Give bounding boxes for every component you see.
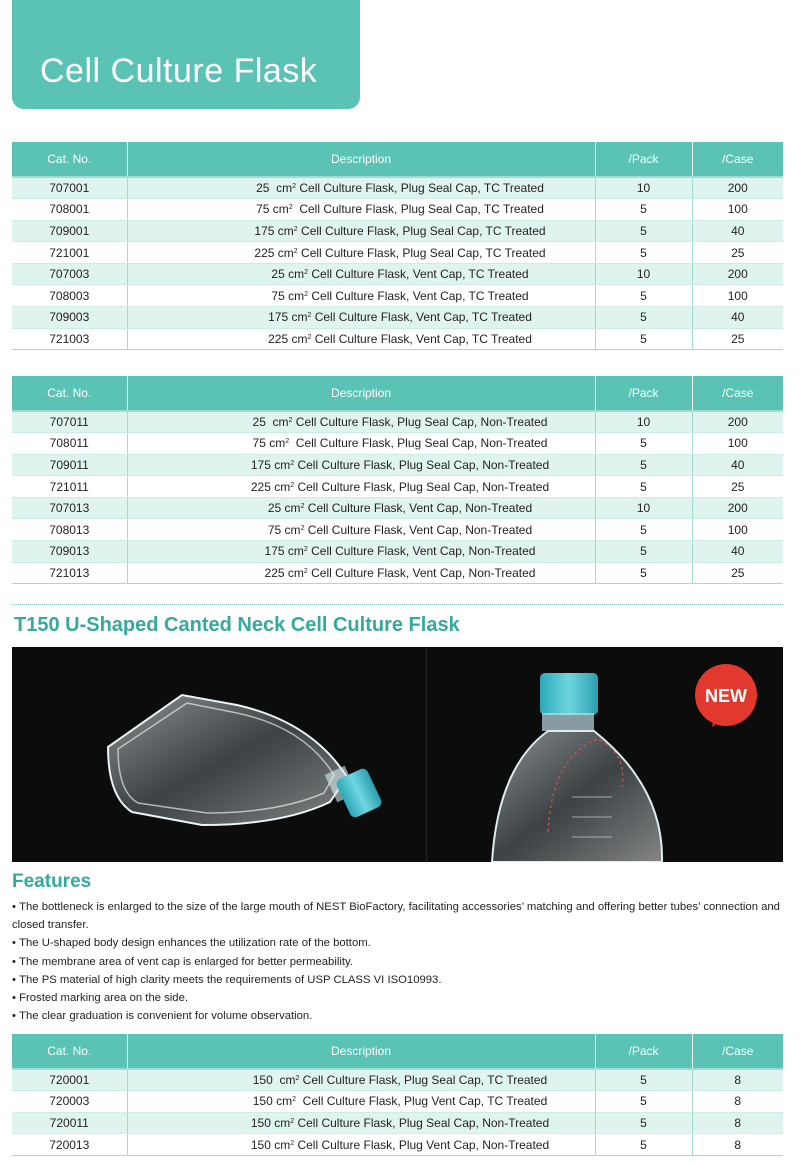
description-cell [127, 328, 595, 350]
table-row [12, 1069, 783, 1091]
table-header-row [12, 376, 783, 411]
case-cell: 40 [692, 541, 783, 563]
description-cell [127, 433, 595, 455]
case-cell: 100 [692, 519, 783, 541]
description-size: 225 cm [268, 331, 308, 346]
table-row [12, 1091, 783, 1113]
description-cell [127, 454, 595, 476]
table-row [12, 307, 783, 329]
case-cell: 100 [692, 285, 783, 307]
description-size: 25 cm [256, 181, 293, 196]
description-size: 150 cm [252, 1094, 293, 1109]
case-cell: 200 [692, 263, 783, 285]
feature-item: • The PS material of high clarity meets the requirements of USP CLASS VI ISO10993. [12, 971, 787, 989]
case-cell: 8 [692, 1091, 783, 1113]
unit-superscript: 2 [303, 546, 308, 554]
table-row [12, 199, 783, 221]
description-cell [127, 411, 595, 433]
table-row [12, 1134, 783, 1156]
description-text: Cell Culture Flask, Plug Seal Cap, TC Treated [296, 181, 544, 196]
cat-no-cell: 708001 [12, 199, 127, 221]
case-cell: 40 [692, 454, 783, 476]
u-shaped-flask-left [108, 695, 383, 825]
description-size: 75 cm [252, 436, 286, 451]
description-text: Cell Culture Flask, Vent Cap, Non-Treated [307, 565, 536, 580]
unit-superscript: 2 [303, 567, 308, 575]
pack-cell: 5 [595, 1134, 692, 1156]
pack-cell: 5 [595, 199, 692, 221]
case-cell: 100 [692, 199, 783, 221]
col-pack: /Pack [595, 142, 692, 177]
description-text: Cell Culture Flask, Plug Seal Cap, Non-Treated [294, 1115, 550, 1130]
cat-no-cell: 708011 [12, 433, 127, 455]
cat-no-cell: 708013 [12, 519, 127, 541]
unit-superscript: 2 [300, 503, 305, 511]
description-size: 150 cm [250, 1137, 291, 1152]
description-size: 225 cm [254, 245, 294, 260]
col-cat-no: Cat. No. [12, 376, 127, 411]
table-header-row [12, 142, 783, 177]
description-text: Cell Culture Flask, Vent Cap, TC Treated [311, 310, 532, 325]
cat-no-cell: 721011 [12, 476, 127, 498]
description-cell [127, 497, 595, 519]
description-size: 75 cm [271, 288, 305, 303]
unit-superscript: 2 [293, 247, 298, 255]
description-size: 225 cm [250, 479, 291, 494]
description-cell [127, 1091, 595, 1113]
table-row [12, 476, 783, 498]
description-size: 75 cm [256, 202, 289, 217]
cat-no-cell: 707001 [12, 177, 127, 199]
case-cell: 8 [692, 1112, 783, 1134]
case-cell: 25 [692, 242, 783, 264]
pack-cell: 5 [595, 476, 692, 498]
pack-cell: 5 [595, 519, 692, 541]
description-text: Cell Culture Flask, Plug Seal Cap, Non-Treated [294, 479, 550, 494]
table-row [12, 411, 783, 433]
table-row [12, 541, 783, 563]
pack-cell: 5 [595, 454, 692, 476]
unit-superscript: 2 [288, 417, 293, 425]
case-cell: 100 [692, 433, 783, 455]
description-text: Cell Culture Flask, Vent Cap, TC Treated [311, 331, 532, 346]
description-cell [127, 541, 595, 563]
description-cell [127, 242, 595, 264]
product-photo [12, 647, 783, 862]
case-cell: 200 [692, 177, 783, 199]
u-shaped-flask-right [492, 673, 662, 862]
feature-item: • The clear graduation is convenient for volume observation. [12, 1007, 787, 1025]
unit-superscript: 2 [292, 1096, 297, 1104]
unit-superscript: 2 [290, 1117, 295, 1125]
table-row [12, 519, 783, 541]
description-text: Cell Culture Flask, Vent Cap, Non-Treated [304, 522, 533, 537]
unit-superscript: 2 [293, 225, 298, 233]
description-text: Cell Culture Flask, Vent Cap, Non-Treated [307, 544, 536, 559]
unit-superscript: 2 [290, 481, 295, 489]
col-description: Description [127, 376, 595, 411]
col-pack: /Pack [595, 376, 692, 411]
description-text: Cell Culture Flask, Vent Cap, TC Treated [308, 288, 529, 303]
pack-cell: 5 [595, 562, 692, 584]
description-size: 25 cm [271, 267, 305, 282]
case-cell: 40 [692, 220, 783, 242]
unit-superscript: 2 [304, 290, 309, 298]
title-banner [12, 0, 360, 109]
cat-no-cell: 707013 [12, 497, 127, 519]
pack-cell: 5 [595, 433, 692, 455]
case-cell: 25 [692, 328, 783, 350]
feature-item: • Frosted marking area on the side. [12, 989, 787, 1007]
section-title: T150 U-Shaped Canted Neck Cell Culture Flask [14, 614, 460, 636]
col-cat-no: Cat. No. [12, 142, 127, 177]
cat-no-cell: 721001 [12, 242, 127, 264]
description-cell [127, 1112, 595, 1134]
pack-cell: 5 [595, 1069, 692, 1091]
description-cell [127, 1069, 595, 1091]
description-cell [127, 1134, 595, 1156]
unit-superscript: 2 [307, 333, 312, 341]
section-divider [12, 604, 783, 605]
table-row [12, 454, 783, 476]
unit-superscript: 2 [288, 204, 293, 212]
cat-no-cell: 720001 [12, 1069, 127, 1091]
feature-item: • The membrane area of vent cap is enlarged for better permeability. [12, 953, 787, 971]
description-size: 175 cm [268, 310, 308, 325]
case-cell: 25 [692, 476, 783, 498]
description-cell [127, 177, 595, 199]
pack-cell: 5 [595, 328, 692, 350]
new-badge-label: NEW [705, 686, 747, 706]
description-cell [127, 285, 595, 307]
table-row [12, 242, 783, 264]
cat-no-cell: 709001 [12, 220, 127, 242]
page-title: Cell Culture Flask [40, 52, 318, 90]
description-size: 175 cm [250, 457, 291, 472]
description-text: Cell Culture Flask, Plug Seal Cap, Non-Treated [289, 436, 548, 451]
description-size: 225 cm [264, 565, 304, 580]
pack-cell: 5 [595, 307, 692, 329]
description-cell [127, 562, 595, 584]
description-size: 150 cm [250, 1115, 291, 1130]
unit-superscript: 2 [285, 438, 290, 446]
description-text: Cell Culture Flask, Vent Cap, TC Treated [308, 267, 529, 282]
description-size: 75 cm [267, 522, 301, 537]
pack-cell: 5 [595, 242, 692, 264]
description-size: 25 cm [267, 501, 301, 516]
col-case: /Case [692, 1034, 783, 1069]
table-row [12, 1112, 783, 1134]
description-size: 175 cm [264, 544, 304, 559]
description-text: Cell Culture Flask, Plug Seal Cap, TC Treated [297, 245, 546, 260]
pack-cell: 5 [595, 1112, 692, 1134]
description-size: 175 cm [254, 223, 294, 238]
catalog-table-tc [12, 142, 783, 350]
col-pack: /Pack [595, 1034, 692, 1069]
pack-cell: 10 [595, 497, 692, 519]
unit-superscript: 2 [300, 524, 305, 532]
new-badge [695, 664, 757, 727]
col-description: Description [127, 142, 595, 177]
col-case: /Case [692, 376, 783, 411]
case-cell: 40 [692, 307, 783, 329]
feature-item: • The U-shaped body design enhances the utilization rate of the bottom. [12, 934, 787, 952]
table-row [12, 220, 783, 242]
cat-no-cell: 709011 [12, 454, 127, 476]
table-row [12, 285, 783, 307]
case-cell: 200 [692, 411, 783, 433]
table-row [12, 263, 783, 285]
description-text: Cell Culture Flask, Vent Cap, Non-Treated [304, 501, 533, 516]
cat-no-cell: 721003 [12, 328, 127, 350]
photo-divider [426, 647, 427, 862]
cat-no-cell: 721013 [12, 562, 127, 584]
col-cat-no: Cat. No. [12, 1034, 127, 1069]
table-row [12, 177, 783, 199]
cat-no-cell: 720013 [12, 1134, 127, 1156]
unit-superscript: 2 [307, 312, 312, 320]
case-cell: 8 [692, 1069, 783, 1091]
description-cell [127, 263, 595, 285]
table-row [12, 328, 783, 350]
feature-item: • The bottleneck is enlarged to the size of the large mouth of NEST BioFactory, facilitating accessories’ matching and offering better tubes’ connection and closed transfer. [12, 898, 787, 934]
pack-cell: 5 [595, 220, 692, 242]
unit-superscript: 2 [290, 1139, 295, 1147]
description-cell [127, 307, 595, 329]
description-text: Cell Culture Flask, Plug Seal Cap, Non-Treated [292, 415, 548, 430]
description-text: Cell Culture Flask, Plug Seal Cap, TC Treated [292, 202, 544, 217]
description-cell [127, 476, 595, 498]
pack-cell: 5 [595, 1091, 692, 1113]
pack-cell: 10 [595, 411, 692, 433]
features-list [12, 898, 787, 1025]
unit-superscript: 2 [292, 183, 297, 191]
cat-no-cell: 709003 [12, 307, 127, 329]
cat-no-cell: 708003 [12, 285, 127, 307]
col-case: /Case [692, 142, 783, 177]
case-cell: 25 [692, 562, 783, 584]
description-text: Cell Culture Flask, Plug Seal Cap, TC Treated [297, 223, 546, 238]
pack-cell: 10 [595, 263, 692, 285]
flask-illustration [12, 647, 783, 862]
description-cell [127, 519, 595, 541]
cat-no-cell: 720003 [12, 1091, 127, 1113]
catalog-table-non-treated [12, 376, 783, 584]
catalog-table-t150 [12, 1034, 783, 1156]
case-cell: 8 [692, 1134, 783, 1156]
description-text: Cell Culture Flask, Plug Vent Cap, TC Treated [296, 1094, 548, 1109]
description-text: Cell Culture Flask, Plug Seal Cap, TC Treated [299, 1073, 548, 1088]
pack-cell: 5 [595, 541, 692, 563]
case-cell: 200 [692, 497, 783, 519]
cat-no-cell: 720011 [12, 1112, 127, 1134]
col-description: Description [127, 1034, 595, 1069]
unit-superscript: 2 [295, 1075, 300, 1083]
unit-superscript: 2 [290, 459, 295, 467]
features-title: Features [12, 871, 92, 892]
cat-no-cell: 709013 [12, 541, 127, 563]
table-row [12, 562, 783, 584]
cat-no-cell: 707011 [12, 411, 127, 433]
table-header-row [12, 1034, 783, 1069]
unit-superscript: 2 [304, 269, 309, 277]
description-cell [127, 199, 595, 221]
pack-cell: 10 [595, 177, 692, 199]
pack-cell: 5 [595, 285, 692, 307]
description-size: 150 cm [252, 1073, 296, 1088]
description-text: Cell Culture Flask, Plug Seal Cap, Non-Treated [294, 457, 550, 472]
description-cell [127, 220, 595, 242]
description-text: Cell Culture Flask, Plug Vent Cap, Non-Treated [294, 1137, 550, 1152]
description-size: 25 cm [252, 415, 289, 430]
table-row [12, 433, 783, 455]
cat-no-cell: 707003 [12, 263, 127, 285]
table-row [12, 497, 783, 519]
